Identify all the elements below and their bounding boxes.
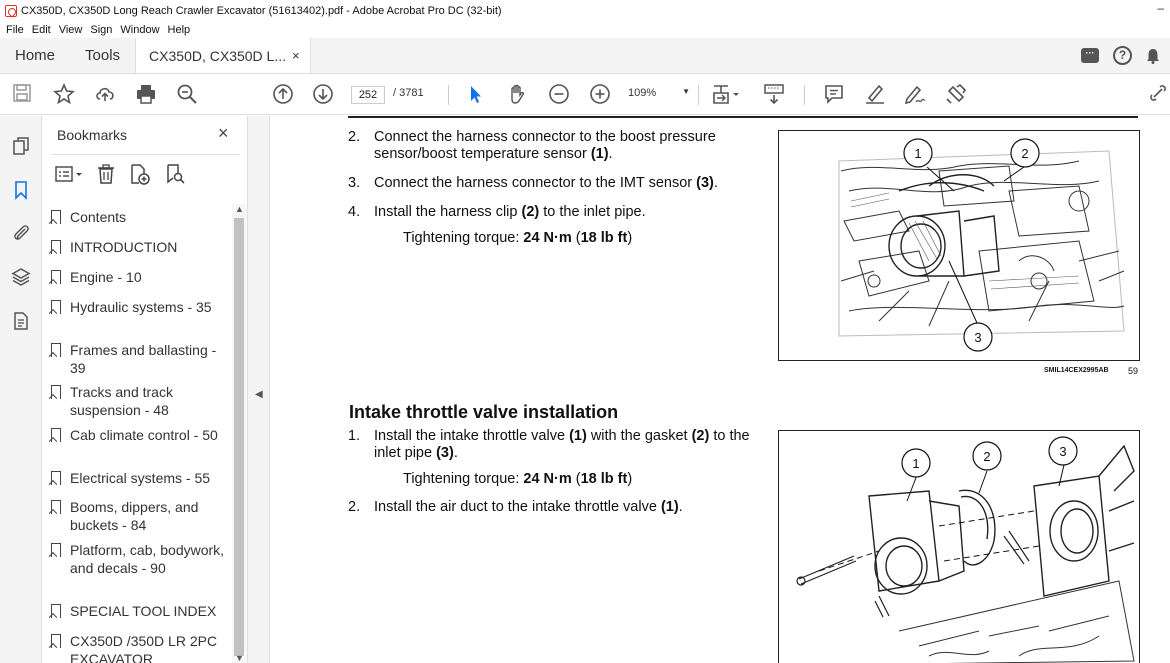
bookmark-item[interactable]: Engine - 10 <box>70 268 230 286</box>
star-icon[interactable] <box>52 83 76 107</box>
bookmark-item[interactable]: INTRODUCTION <box>70 238 230 256</box>
zoom-search-icon[interactable] <box>175 83 199 107</box>
callout-2-label: 2 <box>983 449 991 464</box>
scrollbar-thumb[interactable] <box>234 218 244 656</box>
scroll-down-icon[interactable]: ▼ <box>235 653 244 663</box>
header-actions <box>1081 38 1170 73</box>
new-bookmark-icon[interactable] <box>129 163 151 190</box>
draw-pen-icon[interactable] <box>903 83 927 107</box>
page-rule <box>348 116 1138 118</box>
bookmark-item[interactable]: Cab climate control - 50 <box>70 426 230 444</box>
window-title: CX350D, CX350D Long Reach Crawler Excavator (51613402).pdf - Adobe Acrobat Pro DC (32-bit) <box>21 5 502 17</box>
bookmark-item[interactable]: Contents <box>70 208 230 226</box>
scroll-up-icon[interactable]: ▲ <box>235 204 244 214</box>
step-text: Install the intake throttle valve (1) with the gasket (2) to the inlet pipe (3). <box>374 428 750 461</box>
bookmark-icon <box>51 385 61 399</box>
menu-window[interactable]: Window <box>120 24 160 36</box>
toolbar-divider <box>804 85 805 105</box>
bookmark-icon <box>51 543 61 557</box>
notification-bell-icon[interactable] <box>1146 48 1160 64</box>
bookmarks-panel-title: Bookmarks <box>57 127 128 143</box>
bookmark-item[interactable]: Tracks and track suspension - 48 <box>70 383 230 419</box>
save-icon[interactable] <box>10 83 34 107</box>
tab-tools[interactable]: Tools <box>85 47 121 64</box>
attachments-paperclip-icon[interactable] <box>11 223 31 243</box>
bookmarks-scrollbar[interactable] <box>232 204 246 663</box>
menu-bar <box>0 22 1170 38</box>
divider <box>51 154 239 155</box>
bookmark-item[interactable]: Booms, dippers, and buckets - 84 <box>70 498 230 534</box>
step-number: 2. <box>348 129 361 145</box>
bookmarks-panel <box>42 116 248 663</box>
panel-collapse-strip[interactable] <box>248 116 270 663</box>
stamp-tag-icon[interactable] <box>944 83 968 107</box>
step-number: 3. <box>348 175 361 191</box>
bookmark-item[interactable]: CX350D /350D LR 2PC EXCAVATOR <box>70 632 230 663</box>
collapse-panel-arrow-icon[interactable]: ◀ <box>255 389 263 400</box>
bookmark-icon <box>51 240 61 254</box>
help-icon[interactable]: ? <box>1113 46 1132 65</box>
callout-1-label: 1 <box>914 146 922 161</box>
toolbar-divider <box>448 85 449 105</box>
menu-file[interactable]: File <box>6 24 24 36</box>
main-toolbar <box>0 75 1170 115</box>
acrobat-logo-icon <box>5 5 17 17</box>
bookmark-icon <box>51 300 61 314</box>
keyboard-scroll-icon[interactable] <box>762 83 786 107</box>
step-number: 1. <box>348 428 361 444</box>
menu-help[interactable]: Help <box>167 24 191 36</box>
comment-icon[interactable] <box>822 83 846 107</box>
highlight-pen-icon[interactable] <box>863 83 887 107</box>
print-icon[interactable] <box>134 83 158 107</box>
find-bookmark-icon[interactable] <box>165 163 187 190</box>
bookmark-item[interactable]: Frames and ballasting - 39 <box>70 341 230 377</box>
navigation-rail <box>0 116 42 663</box>
page-thumbnails-icon[interactable] <box>11 136 31 156</box>
bookmark-item[interactable]: Hydraulic systems - 35 <box>70 298 230 316</box>
link-tool-icon[interactable] <box>1148 83 1170 107</box>
figure-number: 59 <box>1128 366 1139 376</box>
callout-3-label: 3 <box>1059 444 1067 459</box>
bookmark-item[interactable]: SPECIAL TOOL INDEX <box>70 602 230 620</box>
callout-1-label: 1 <box>912 456 920 471</box>
callout-2-label: 2 <box>1021 146 1029 161</box>
select-cursor-icon[interactable] <box>463 83 487 107</box>
zoom-in-icon[interactable] <box>588 83 612 107</box>
tab-close-icon[interactable]: × <box>292 48 300 63</box>
toolbar-divider <box>698 85 699 105</box>
menu-sign[interactable]: Sign <box>90 24 113 36</box>
tab-home[interactable]: Home <box>15 47 56 64</box>
bookmark-icon <box>51 604 61 618</box>
minimize-button[interactable]: – <box>1157 1 1164 15</box>
figure-caption: SMIL14CEX2995AB <box>1044 367 1109 374</box>
tab-document-label: CX350D, CX350D L... <box>149 47 287 64</box>
bookmark-icon <box>51 500 61 514</box>
page-total: / 3781 <box>393 87 424 99</box>
step-text: Connect the harness connector to the IMT sensor (3). <box>374 175 718 191</box>
document-viewer[interactable] <box>271 116 1170 663</box>
close-icon[interactable]: × <box>218 123 229 143</box>
step-text: Install the harness clip (2) to the inlet pipe. <box>374 204 646 220</box>
bookmark-options-icon[interactable] <box>55 164 83 189</box>
tab-bar <box>0 38 1170 74</box>
step-number: 2. <box>348 499 361 515</box>
bookmark-icon <box>51 428 61 442</box>
figure-harness-connectors <box>778 130 1140 361</box>
tightening-torque: Tightening torque: 24 N·m (18 lb ft) <box>403 471 633 487</box>
previous-page-icon[interactable] <box>271 83 295 107</box>
callout-3-label: 3 <box>974 330 982 345</box>
step-text: Connect the harness connector to the boost pressure sensor/boost temperature sensor (1). <box>374 129 716 162</box>
layers-icon[interactable] <box>11 267 31 287</box>
delete-bookmark-trash-icon[interactable] <box>97 164 115 189</box>
step-number: 4. <box>348 204 361 220</box>
tab-document[interactable] <box>135 38 311 73</box>
next-page-icon[interactable] <box>311 83 335 107</box>
tightening-torque: Tightening torque: 24 N·m (18 lb ft) <box>403 230 633 246</box>
upload-cloud-icon[interactable] <box>93 83 117 107</box>
chevron-down-icon: ▼ <box>682 87 690 96</box>
bookmark-item[interactable]: Electrical systems - 55 <box>70 469 230 487</box>
menu-edit[interactable]: Edit <box>31 24 51 36</box>
bookmark-icon <box>51 210 61 224</box>
page-number-input[interactable]: 252 <box>351 86 385 104</box>
comment-bubble-icon[interactable]: ··· <box>1081 48 1099 63</box>
page-fit-icon[interactable] <box>711 83 741 107</box>
zoom-out-icon[interactable] <box>547 83 571 107</box>
step-text: Install the air duct to the intake throttle valve (1). <box>374 499 683 515</box>
title-bar <box>0 0 1170 22</box>
hand-tool-icon[interactable] <box>505 83 529 107</box>
document-properties-icon[interactable] <box>11 311 31 331</box>
section-heading: Intake throttle valve installation <box>349 402 619 422</box>
bookmark-icon <box>51 270 61 284</box>
zoom-level-value: 109% <box>628 87 657 99</box>
engine-illustration <box>779 131 1140 361</box>
bookmark-item[interactable]: Platform, cab, bodywork, and decals - 90 <box>70 541 230 577</box>
menu-view[interactable]: View <box>58 24 83 36</box>
bookmarks-icon[interactable] <box>11 180 31 200</box>
zoom-level-dropdown[interactable] <box>628 87 690 99</box>
figure-throttle-valve <box>778 430 1140 663</box>
bookmark-icon <box>51 471 61 485</box>
throttle-valve-illustration <box>779 431 1140 663</box>
bookmarks-toolbar <box>55 164 187 188</box>
bookmark-icon <box>51 343 61 357</box>
bookmark-icon <box>51 634 61 648</box>
